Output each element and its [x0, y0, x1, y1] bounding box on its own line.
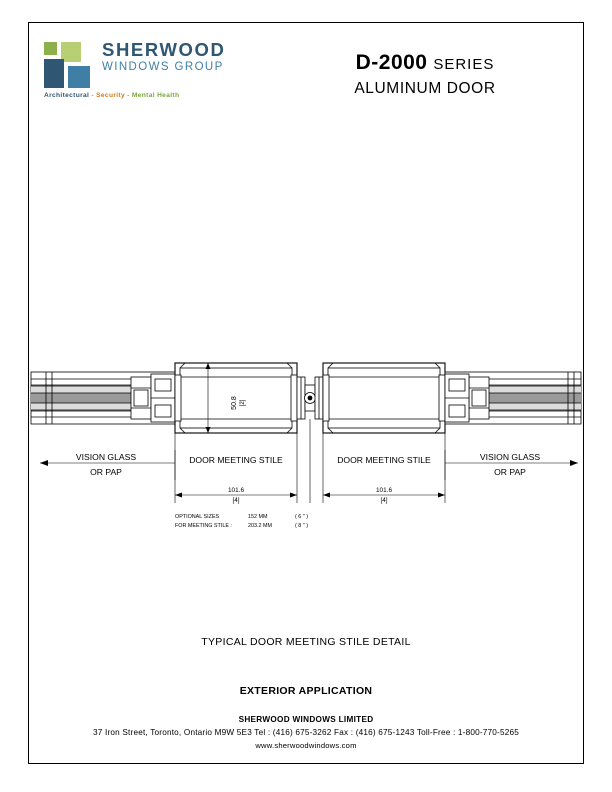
company-logo: [44, 40, 244, 105]
optional-stile-value-in: ( 8 " ): [295, 523, 308, 529]
optional-sizes-value-mm: 152 MM: [248, 514, 268, 520]
left-glass-label-line2: OR PAP: [90, 467, 122, 477]
footer-website[interactable]: www.sherwoodwindows.com: [255, 741, 357, 750]
logo-square-green: [44, 42, 57, 55]
left-glass-label-line1: VISION GLASS: [75, 452, 137, 462]
left-width-inch: [4]: [232, 497, 240, 504]
optional-stile-value-mm: 203.2 MM: [248, 523, 272, 529]
footer-company-name: SHERWOOD WINDOWS LIMITED: [238, 715, 374, 724]
document-title: [290, 50, 560, 100]
tagline-mental-health: Mental Health: [131, 92, 180, 99]
title-series: SERIES: [433, 56, 495, 73]
right-width-value: 101.6: [376, 487, 392, 494]
logo-mark-icon: [44, 42, 90, 88]
left-stile-label: DOOR MEETING STILE: [189, 455, 283, 465]
page-footer: [0, 714, 612, 752]
footer-address: 37 Iron Street, Toronto, Ontario M9W 5E3 Tel : (416) 675-3262 Fax : (416) 675-1243 Toll-Free : 1-800-770-5265: [93, 728, 519, 737]
right-stile-label: DOOR MEETING STILE: [337, 455, 431, 465]
title-model: D-2000: [355, 51, 428, 74]
optional-sizes-value-in: ( 6 " ): [295, 514, 308, 520]
left-frame-profile: [31, 372, 175, 424]
optional-sizes-label: OPTIONAL SIZES: [175, 514, 220, 520]
title-product: ALUMINUM DOOR: [354, 80, 496, 97]
logo-brand-line2: WINDOWS GROUP: [102, 61, 224, 73]
tagline-architectural: Architectural: [44, 92, 90, 99]
right-meeting-stile: [323, 363, 445, 433]
tagline-sep-1: -: [89, 92, 97, 99]
optional-stile-label: FOR MEETING STILE :: [175, 523, 232, 529]
application-caption: EXTERIOR APPLICATION: [239, 685, 373, 697]
logo-wordmark: [102, 40, 282, 75]
title-row-model: [290, 50, 560, 78]
right-frame-profile: [445, 372, 581, 424]
detail-caption: TYPICAL DOOR MEETING STILE DETAIL: [201, 636, 411, 648]
left-width-value: 101.6: [228, 487, 244, 494]
logo-brand-line1: SHERWOOD: [102, 39, 226, 60]
tagline-security: Security: [96, 92, 125, 99]
logo-square-navy: [44, 59, 64, 88]
right-width-inch: [4]: [380, 497, 388, 504]
logo-square-light-green: [61, 42, 81, 62]
technical-drawing: [30, 355, 582, 555]
right-glass-label-line2: OR PAP: [494, 467, 526, 477]
tagline-sep-2: -: [124, 92, 132, 99]
logo-tagline: [44, 92, 179, 99]
center-astragal: [297, 377, 323, 419]
right-glass-label-line1: VISION GLASS: [479, 452, 541, 462]
logo-square-blue: [68, 66, 90, 88]
height-dimension-value: 50.8: [231, 396, 238, 410]
height-dimension-inch: [2]: [240, 399, 246, 407]
